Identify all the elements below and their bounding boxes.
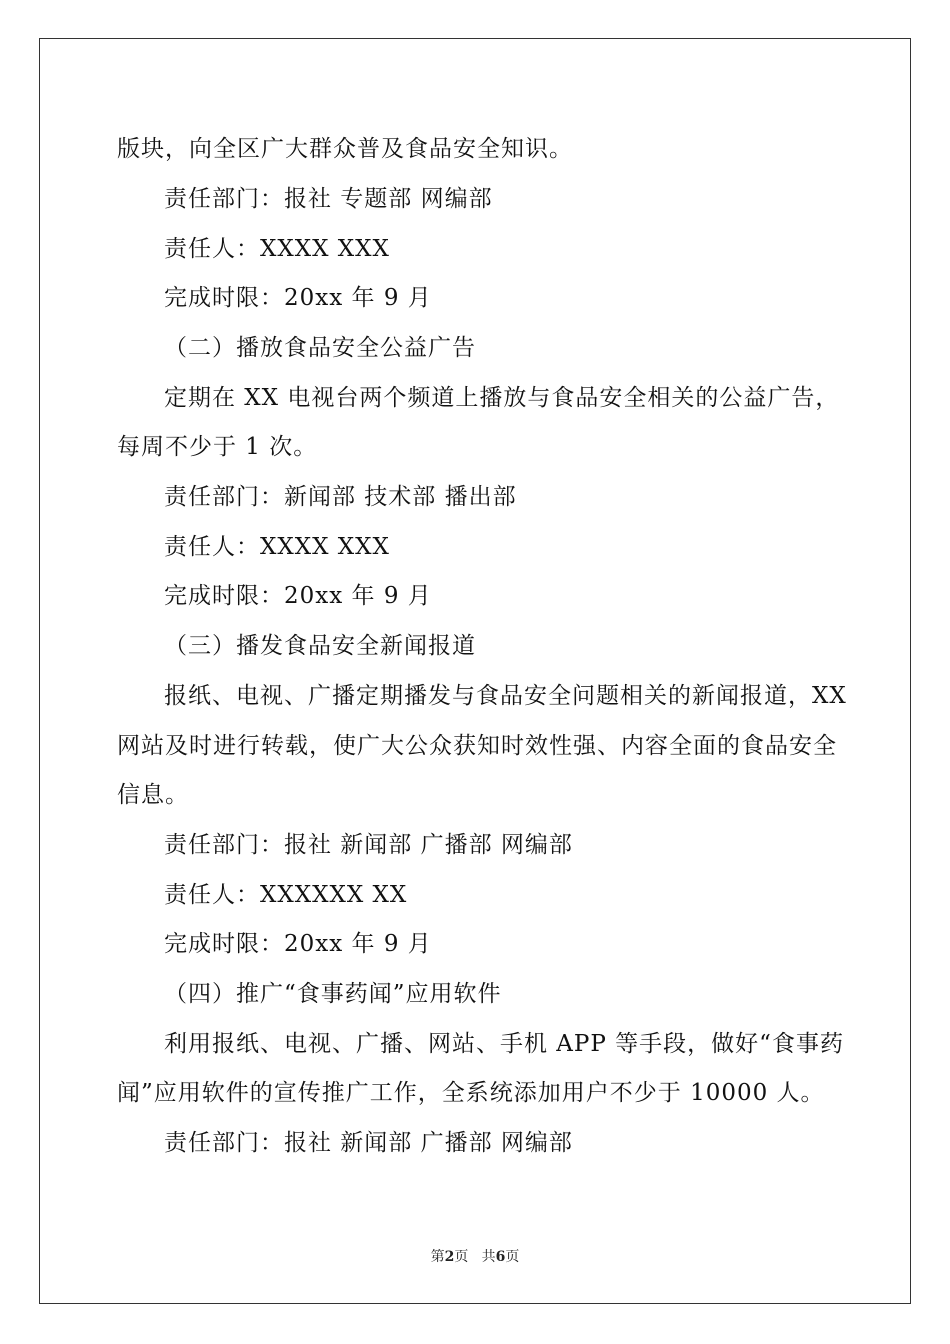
responsible-department: 责任部门：报社 专题部 网编部 bbox=[164, 186, 493, 212]
responsible-department: 责任部门：新闻部 技术部 播出部 bbox=[164, 484, 517, 510]
page-frame bbox=[39, 38, 911, 1304]
deadline: 完成时限：20xx 年 9 月 bbox=[164, 583, 432, 609]
responsible-person: 责任人：XXXX XXX bbox=[164, 534, 390, 560]
page-number: 2 bbox=[444, 1249, 455, 1265]
body-line: 信息。 bbox=[117, 782, 189, 808]
deadline: 完成时限：20xx 年 9 月 bbox=[164, 285, 432, 311]
body-line: 每周不少于 1 次。 bbox=[117, 434, 318, 460]
body-line: 网站及时进行转载，使广大公众获知时效性强、内容全面的食品安全 bbox=[117, 733, 837, 759]
page-footer bbox=[0, 1248, 950, 1266]
body-line: 闻”应用软件的宣传推广工作，全系统添加用户不少于 10000 人。 bbox=[117, 1080, 825, 1106]
responsible-person: 责任人：XXXXXX XX bbox=[164, 882, 408, 908]
body-line: 报纸、电视、广播定期播发与食品安全问题相关的新闻报道，XX bbox=[164, 683, 847, 709]
total-suffix: 页 bbox=[505, 1249, 520, 1265]
page-prefix: 第 bbox=[430, 1249, 445, 1265]
section-heading: （二）播放食品安全公益广告 bbox=[164, 335, 476, 361]
responsible-department: 责任部门：报社 新闻部 广播部 网编部 bbox=[164, 1130, 573, 1156]
section-heading: （四）推广“食事药闻”应用软件 bbox=[164, 981, 502, 1007]
page-suffix: 页 bbox=[454, 1249, 469, 1265]
section-heading: （三）播发食品安全新闻报道 bbox=[164, 633, 476, 659]
responsible-person: 责任人：XXXX XXX bbox=[164, 236, 390, 262]
body-line: 定期在 XX 电视台两个频道上播放与食品安全相关的公益广告， bbox=[164, 385, 840, 411]
responsible-department: 责任部门：报社 新闻部 广播部 网编部 bbox=[164, 832, 573, 858]
total-prefix: 共 bbox=[481, 1249, 496, 1265]
deadline: 完成时限：20xx 年 9 月 bbox=[164, 931, 432, 957]
total-pages: 6 bbox=[495, 1249, 506, 1265]
body-line: 利用报纸、电视、广播、网站、手机 APP 等手段，做好“食事药 bbox=[164, 1031, 844, 1057]
body-line: 版块，向全区广大群众普及食品安全知识。 bbox=[117, 136, 573, 162]
